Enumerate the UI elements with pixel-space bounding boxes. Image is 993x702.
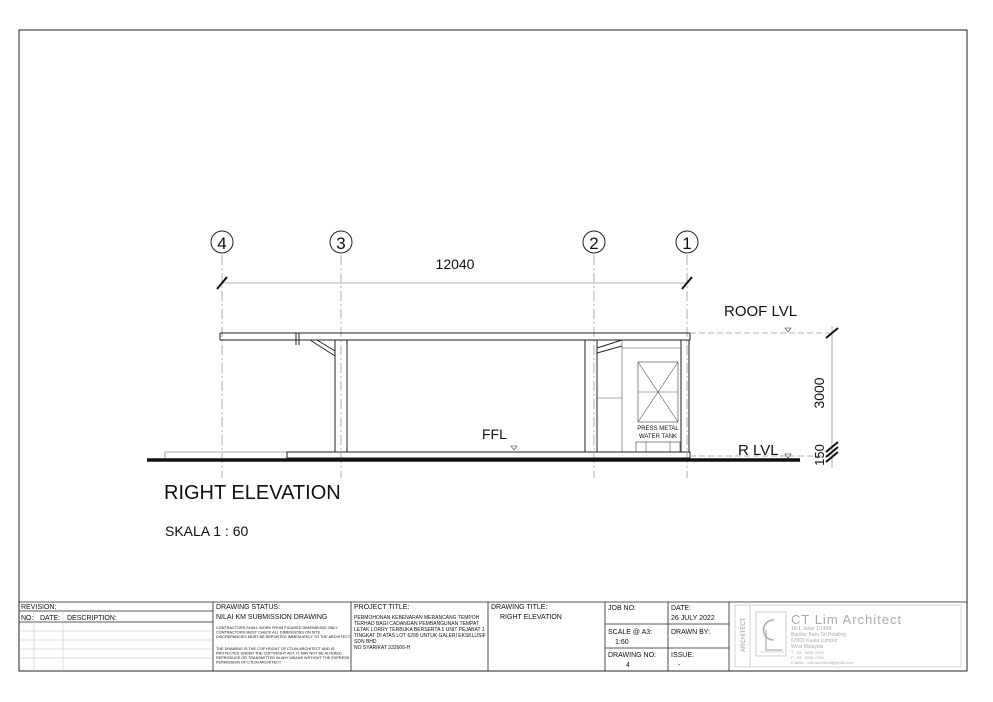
drawing-status-cell — [216, 604, 351, 665]
drawing-title-label: DRAWING TITLE: — [491, 604, 548, 611]
project-title-cell — [354, 604, 486, 651]
notes-1-line-2: CONTRACTORS MUST CHECK ALL DIMENSIONS ON SITE. — [216, 630, 322, 635]
notes-1-line-3: DISCREPANCIES MUST BE REPORTED IMMEDIATELY TO THE ARCHITECT. — [216, 635, 351, 639]
notes-1-line-1: CONTRACTORS SHALL WORK FROM FIGURED DIMENSIONS ONLY. — [216, 626, 339, 630]
firm-address-1: 18-1 Jalan 1/145B — [791, 626, 832, 632]
water-tank — [636, 362, 680, 452]
drawing-no-value: 4 — [626, 662, 630, 669]
elevation-drawing — [147, 231, 838, 539]
project-line-3: LETAK LORRY TERBUKA BERSERTA 1 UNIT PEJABAT 1 — [354, 627, 485, 633]
firm-contact-1: T : 03 - 9056 7010 — [791, 650, 824, 655]
firm-contact-2: F : 03 - 9056 7206 — [791, 655, 824, 660]
height-dimension-text: 3000 — [811, 377, 827, 409]
drawn-by-label: DRAWN BY: — [671, 629, 711, 636]
revision-no-header: NO: — [21, 615, 34, 622]
grid-bubble-1 — [676, 231, 698, 253]
tank-label-line-1: PRESS METAL — [637, 426, 679, 432]
column-3 — [310, 340, 347, 452]
grid-label-4: 4 — [217, 234, 227, 253]
revision-label: REVISION: — [21, 604, 57, 611]
grid-bubble-4 — [211, 231, 233, 253]
firm-block — [735, 605, 961, 667]
roof — [220, 333, 690, 345]
ffl-label: FFL — [482, 426, 507, 442]
job-no-label: JOB NO: — [608, 605, 637, 612]
grid-bubble-3 — [330, 231, 352, 253]
firm-address-3: 57000 Kuala Lumpur — [791, 638, 838, 644]
notes-2-line-3: REPRODUCE OR TRANSMITTED IN ANY MEANS WITHOUT THE EXPRESS — [216, 656, 350, 660]
drawing-title-value: RIGHT ELEVATION — [500, 614, 562, 621]
revision-date-header: DATE: — [40, 615, 61, 622]
scale-text: SKALA 1 : 60 — [165, 523, 249, 539]
overall-dimension-text: 12040 — [435, 256, 475, 272]
notes-2-line-2: PROTECTED UNDER THE COPYRIGHT ACT. IT MAY NOT BE ALTERED, — [216, 651, 343, 656]
road-level-marker — [738, 442, 791, 459]
sheet-border — [19, 30, 967, 671]
project-line-1: PERMOHONAN KEBENARAN MERANCANG TEMPOH — [354, 615, 480, 621]
view-title: RIGHT ELEVATION — [164, 482, 341, 504]
notes-2-line-1: THE DRAWING IS THE COPYRIGHT OF CTLIM ARCHITECT AND IS — [216, 647, 335, 651]
scale-label: SCALE @ A3: — [608, 629, 653, 636]
firm-address-4: West Malaysia — [791, 644, 824, 650]
column-1 — [681, 340, 689, 452]
revision-description-header: DESCRIPTION: — [67, 615, 117, 622]
overall-dimension — [217, 256, 692, 289]
firm-vertical-text: ARCHITECT — [741, 617, 747, 652]
roof-level-label: ROOF LVL — [724, 303, 798, 320]
scale-value: 1:60 — [615, 639, 629, 646]
ffl-marker — [482, 426, 517, 450]
plinth-dimension-text: 150 — [812, 444, 827, 466]
status-label: DRAWING STATUS: — [216, 604, 281, 611]
grid-bubble-2 — [583, 231, 605, 253]
column-2 — [585, 340, 622, 452]
firm-address-2: Bandar Baru Sri Petaling — [791, 632, 847, 638]
road-level-label: R LVL — [738, 442, 779, 459]
date-label: DATE: — [671, 605, 692, 612]
project-label: PROJECT TITLE: — [354, 604, 410, 611]
grid-label-3: 3 — [336, 234, 346, 253]
drawing-title-cell — [491, 604, 562, 621]
tank-label-line-2: WATER TANK — [638, 434, 678, 440]
project-line-5: SDN BHD — [354, 639, 377, 645]
issue-value: - — [678, 662, 681, 669]
issue-label: ISSUE: — [671, 652, 694, 659]
project-line-6: NO SYARIKAT 332666-H — [354, 645, 411, 651]
firm-logo — [756, 612, 786, 656]
status-value: NILAI KM SUBMISSION DRAWING — [216, 614, 328, 621]
revision-table — [19, 604, 213, 671]
firm-contact-3: E-MAIL : ctlimarchitect@gmail.com — [791, 660, 854, 665]
floor-slab — [165, 452, 690, 458]
drawing-no-label: DRAWING NO: — [608, 652, 656, 659]
project-line-2: TERHAD BAGI CADANGAN PEMBANGUNAN TEMPAT — [354, 621, 480, 627]
date-value: 26 JULY 2022 — [671, 615, 715, 622]
vertical-dimension — [811, 326, 838, 468]
grid-label-2: 2 — [589, 234, 599, 253]
firm-name: CT Lim Architect — [791, 612, 903, 627]
roof-level-marker — [724, 303, 797, 332]
grid-label-1: 1 — [682, 234, 692, 253]
project-line-4: TINGKAT DI ATAS LOT 6299 UNTUK GALERI EKSKLUSIF — [354, 633, 486, 639]
notes-2-line-4: PERMISSION OF CTLIM ARCHITECT. — [216, 660, 282, 665]
title-block — [19, 602, 967, 671]
